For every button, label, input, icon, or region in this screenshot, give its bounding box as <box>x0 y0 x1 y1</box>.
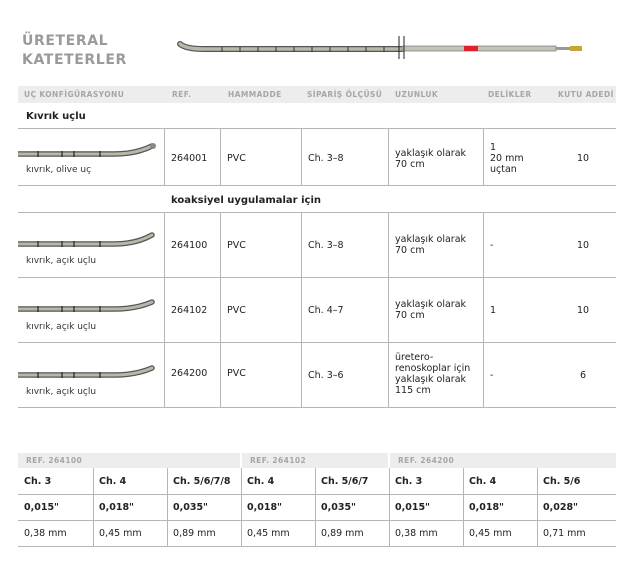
cell-ref: 264001 <box>171 153 208 164</box>
group-header-264200: REF. 264200 <box>390 453 616 468</box>
inch-cell: 0,035" <box>173 502 208 513</box>
column-header-holes: DELİKLER <box>488 90 532 99</box>
cell-material: PVC <box>227 240 246 251</box>
catheter-product-image <box>176 30 596 60</box>
section-title-curved-tip: Kıvrık uçlu <box>26 111 86 122</box>
cell-length: üretero- renoskoplar için yaklaşık olarak 115 cm <box>395 352 471 396</box>
cell-ref: 264102 <box>171 305 208 316</box>
column-divider <box>388 212 389 407</box>
column-header-ref: REF. <box>172 90 192 99</box>
size-cell: Ch. 4 <box>99 476 127 487</box>
cell-size: Ch. 3–8 <box>308 240 344 251</box>
cell-qty: 10 <box>577 240 590 251</box>
size-cell: Ch. 3 <box>24 476 52 487</box>
catheter-olive-tip-image <box>18 142 158 162</box>
column-divider <box>164 128 165 185</box>
cell-holes: - <box>490 370 494 381</box>
column-divider <box>167 468 168 546</box>
cell-size: Ch. 3–6 <box>308 370 344 381</box>
column-header-order-size: SİPARİŞ ÖLÇÜSÜ <box>307 90 383 99</box>
cell-qty: 6 <box>580 370 587 381</box>
mm-cell: 0,45 mm <box>469 528 512 539</box>
cell-ref: 264200 <box>171 368 208 379</box>
column-divider <box>483 212 484 407</box>
divider <box>18 277 616 278</box>
column-header-material: HAMMADDE <box>228 90 282 99</box>
cell-holes: 1 20 mm uçtan <box>490 142 524 175</box>
divider <box>18 128 616 129</box>
column-divider <box>389 468 390 546</box>
mm-cell: 0,89 mm <box>173 528 216 539</box>
mm-cell: 0,38 mm <box>395 528 438 539</box>
size-cell: Ch. 3 <box>395 476 423 487</box>
size-cell: Ch. 4 <box>247 476 275 487</box>
group-header-264102: REF. 264102 <box>242 453 388 468</box>
inch-cell: 0,015" <box>395 502 430 513</box>
cell-size: Ch. 4–7 <box>308 305 344 316</box>
title-line-2: KATETERLER <box>22 52 127 68</box>
column-header-box-qty: KUTU ADEDİ <box>558 90 614 99</box>
divider <box>18 185 616 186</box>
title-line-1: ÜRETERAL <box>22 33 109 49</box>
cell-length: yaklaşık olarak 70 cm <box>395 234 467 256</box>
size-cell: Ch. 5/6/7 <box>321 476 369 487</box>
page-title <box>22 32 127 70</box>
column-divider <box>220 212 221 407</box>
cell-material: PVC <box>227 305 246 316</box>
size-cell: Ch. 4 <box>469 476 497 487</box>
mm-cell: 0,71 mm <box>543 528 586 539</box>
cell-qty: 10 <box>577 153 590 164</box>
column-divider <box>537 468 538 546</box>
size-cell: Ch. 5/6 <box>543 476 581 487</box>
mm-cell: 0,45 mm <box>247 528 290 539</box>
cell-material: PVC <box>227 153 246 164</box>
inch-cell: 0,015" <box>24 502 59 513</box>
catheter-caption: kıvrık, açık uçlu <box>26 256 97 266</box>
column-header-length: UZUNLUK <box>395 90 439 99</box>
cell-length: yaklaşık olarak 70 cm <box>395 148 467 170</box>
column-divider <box>93 468 94 546</box>
size-cell: Ch. 5/6/7/8 <box>173 476 231 487</box>
cell-holes: 1 <box>490 305 497 316</box>
mm-cell: 0,89 mm <box>321 528 364 539</box>
catheter-caption: kıvrık, açık uçlu <box>26 387 97 397</box>
divider <box>18 342 616 343</box>
catheter-open-tip-image <box>18 230 158 250</box>
cell-length: yaklaşık olarak 70 cm <box>395 299 467 321</box>
divider <box>18 546 616 547</box>
section-title-coaxial: koaksiyel uygulamalar için <box>171 195 321 206</box>
group-header-264100: REF. 264100 <box>18 453 240 468</box>
inch-cell: 0,028" <box>543 502 578 513</box>
column-divider <box>463 468 464 546</box>
column-divider <box>164 212 165 407</box>
inch-cell: 0,018" <box>247 502 282 513</box>
mm-cell: 0,45 mm <box>99 528 142 539</box>
catheter-caption: kıvrık, olive uç <box>26 165 92 175</box>
divider <box>18 212 616 213</box>
cell-size: Ch. 3–8 <box>308 153 344 164</box>
column-divider <box>241 468 242 546</box>
column-divider <box>220 128 221 185</box>
table-header <box>18 86 616 103</box>
column-divider <box>388 128 389 185</box>
divider <box>18 407 616 408</box>
cell-material: PVC <box>227 368 246 379</box>
catheter-caption: kıvrık, açık uçlu <box>26 322 97 332</box>
column-divider <box>301 128 302 185</box>
cell-ref: 264100 <box>171 240 208 251</box>
column-divider <box>315 468 316 546</box>
cell-qty: 10 <box>577 305 590 316</box>
inch-cell: 0,035" <box>321 502 356 513</box>
column-header-tip-config: UÇ KONFİGÜRASYONU <box>24 90 125 99</box>
cell-holes: - <box>490 240 494 251</box>
divider <box>18 520 616 521</box>
inch-cell: 0,018" <box>99 502 134 513</box>
column-divider <box>301 212 302 407</box>
inch-cell: 0,018" <box>469 502 504 513</box>
catheter-open-tip-image <box>18 296 158 316</box>
mm-cell: 0,38 mm <box>24 528 67 539</box>
catheter-open-tip-image <box>18 362 158 382</box>
column-divider <box>483 128 484 185</box>
divider <box>18 494 616 495</box>
